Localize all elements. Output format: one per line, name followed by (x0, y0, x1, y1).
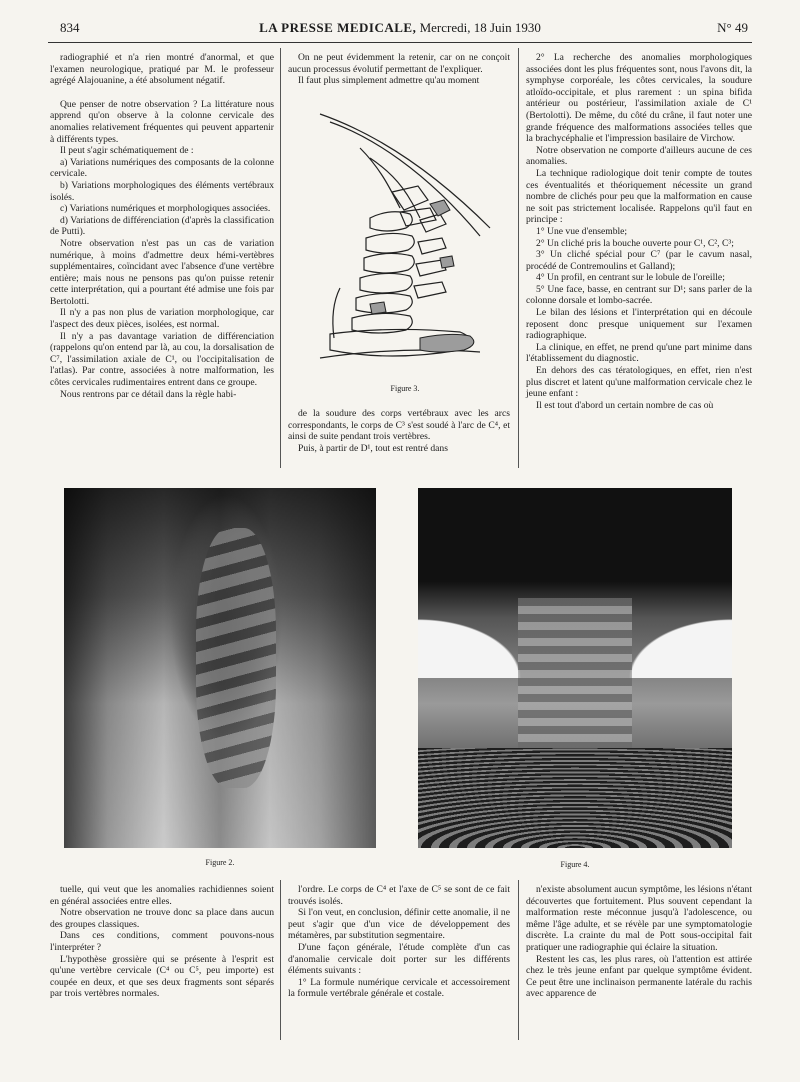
paragraph: 1° La formule numérique cervicale et accessoirement la formule vertébrale générale et costale. (288, 976, 510, 1000)
spine-drawing (300, 108, 510, 378)
paragraph: radiographié et n'a rien montré d'anormal, et que l'examen neurologique, pratiqué par M. le professeur agrégé Alajouanine, a été absolument négatif. (50, 52, 274, 87)
journal-name: LA PRESSE MEDICALE, (259, 20, 417, 35)
figure-3 (300, 108, 510, 393)
paragraph: L'hypothèse grossière qui se présente à l'esprit est qu'une vertèbre cervicale (C⁴ ou C⁵, peu importe) est coupée en deux, et que ses deux fragments sont séparés par trois vertèbres normales. (50, 953, 274, 1000)
paragraph: Le bilan des lésions et l'interprétation qui en découle reposent donc presque uniquement sur l'examen radiographique. (526, 307, 752, 342)
column-1-top (50, 52, 274, 400)
paragraph: Restent les cas, les plus rares, où l'attention est attirée chez le très jeune enfant par quelque symptôme évident. Ce peut être une inclinaison permanente latérale du rachis avec apparence de (526, 953, 752, 1000)
paragraph: tuelle, qui veut que les anomalies rachidiennes soient en général associées entre elles. (50, 884, 274, 907)
issue-number: N° 49 (717, 20, 748, 35)
column-2-after-figure (288, 408, 510, 454)
paragraph: Il faut plus simplement admettre qu'au moment (298, 75, 480, 87)
paragraph: D'une façon générale, l'étude complète d'un cas d'anomalie cervicale doit porter sur les différents éléments suivants : (288, 941, 510, 977)
column-3-bottom (526, 884, 752, 1000)
paragraph: a) Variations numériques des composants de la colonne cervicale. (50, 156, 274, 180)
column-divider (518, 880, 519, 1040)
vertebral-column (196, 528, 276, 788)
shaded-fragment (440, 256, 454, 268)
paragraph: Il n'y a pas davantage variation de différenciation (rappelons qu'on entend par là, au cou, la dorsalisation de C⁷, l'assimilation axiale de C¹, ou l'occipitalisation de l'atlas). Par contre, associées à notre malformation, les côtes cervicales rudimentaires entrent dans ce groupe. (50, 330, 274, 389)
paragraph: 1° Une vue d'ensemble; (536, 225, 628, 237)
paragraph: Il n'y a pas non plus de variation morphologique, car l'aspect des deux pièces, isolées, est normal. (50, 307, 274, 331)
column-divider (518, 48, 519, 468)
shaded-fragment (420, 334, 474, 352)
figure-4-radiograph (418, 488, 732, 848)
paragraph: d) Variations de différenciation (d'après la classification de Putti). (50, 214, 274, 238)
column-2-bottom (288, 884, 510, 1000)
issue-date: Mercredi, 18 Juin 1930 (419, 20, 541, 35)
rib-cage (418, 748, 732, 848)
shaded-fragment (370, 302, 386, 314)
paragraph: Notre observation n'est pas un cas de variation numérique, à moins d'admettre deux hémi-vertèbres supplémentaires, coïncidant avec l'absence d'une vertèbre entière; mais nous ne pensons pas qu'on puisse retenir cette interprétation, qui a pourtant été admise une fois par Bertolotti. (50, 237, 274, 307)
paragraph: Puis, à partir de D¹, tout est rentré dans (298, 442, 448, 454)
paragraph: On ne peut évidemment la retenir, car on ne conçoit aucun processus évolutif permettant de l'expliquer. (288, 52, 510, 75)
paragraph: Nous rentrons par ce détail dans la règle habi- (60, 388, 237, 400)
paragraph: 4° Un profil, en centrant sur le lobule de l'oreille; (536, 272, 725, 284)
running-header (48, 18, 752, 40)
paragraph: En dehors des cas tératologiques, en effet, rien n'est plus discret et latent qu'une malformation cervicale chez le jeune enfant : (526, 365, 752, 400)
paragraph: de la soudure des corps vertébraux avec les arcs correspondants, le corps de C³ s'est soudé à l'arc de C⁴, et ainsi de suite pendant trois vertèbres. (288, 408, 510, 443)
paragraph: 3° Un cliché spécial pour C⁷ (par le cavum nasal, procédé de Contremoulins et Galland); (526, 249, 752, 272)
column-divider (280, 48, 281, 468)
paragraph: Notre observation ne comporte d'ailleurs aucune de ces anomalies. (526, 144, 752, 168)
column-2-top (288, 52, 510, 87)
header-rule (48, 42, 752, 43)
paragraph: 2° La recherche des anomalies morphologiques associées dont les plus fréquentes sont, nous l'avons dit, la symphyse corporéale, les côtes cervicales, la soudure atloïdo-occipitale, et plus rarement : un spina bifida antérieur ou postérieur, l'assimilation axiale de C¹ (Bertolotti). De même, du côté du crâne, il faut noter une grande fréquence des malformations associées telles que la brachycéphalie et l'impression basilaire de Virchow. (526, 52, 752, 145)
figure-4-caption: Figure 4. (560, 860, 590, 869)
figure-2-radiograph (64, 488, 376, 848)
paragraph: La clinique, en effet, ne prend qu'une part minime dans l'établissement du diagnostic. (526, 341, 752, 365)
paragraph: 5° Une face, basse, en centrant sur D¹; sans parler de la colonne dorsale et lombo-sacrée. (526, 283, 752, 307)
paragraph: l'ordre. Le corps de C⁴ et l'axe de C⁵ se sont de ce fait trouvés isolés. (288, 884, 510, 907)
figure-2-caption: Figure 2. (205, 858, 235, 867)
skull-base-line (330, 122, 480, 236)
paragraph: c) Variations numériques et morphologiques associées. (60, 203, 271, 215)
paragraph: La technique radiologique doit tenir compte de toutes ces éventualités et théoriquement nécessite un grand nombre de clichés pour peu que la malformation en cause ne soit pas strictement localisée. Rappelons qu'il faut en principe : (526, 167, 752, 226)
paragraph: b) Variations morphologiques des éléments vertébraux isolés. (50, 179, 274, 203)
paragraph: 2° Un cliché pris la bouche ouverte pour C¹, C², C³; (536, 237, 734, 249)
column-1-bottom (50, 884, 274, 1000)
journal-title (48, 20, 752, 36)
page-number: 834 (60, 20, 80, 35)
paragraph: Que penser de notre observation ? La littérature nous apprend qu'on observe à la colonne cervicale des anomalies relativement fréquentes qui peuvent appartenir à différents types. (50, 98, 274, 145)
paragraph: Dans ces conditions, comment pouvons-nous l'interpréter ? (50, 930, 274, 953)
paragraph: Notre observation ne trouve donc sa place dans aucun des groupes classiques. (50, 907, 274, 930)
column-3-top (526, 52, 752, 411)
paragraph: Il peut s'agir schématiquement de : (60, 145, 194, 157)
figure-3-caption: Figure 3. (390, 384, 420, 393)
paragraph: Si l'on veut, en conclusion, définir cette anomalie, il ne peut s'agir que d'un vice de développement des métamères, par substitution segmentaire. (288, 907, 510, 942)
column-divider (280, 880, 281, 1040)
paragraph: Il est tout d'abord un certain nombre de cas où (536, 399, 714, 411)
paragraph: n'existe absolument aucun symptôme, les lésions n'étant découvertes que fortuitement. Plus souvent cependant la malformation reste méconnue jusqu'à l'adolescence, ou même l'âge adulte, et se révèle par une symptomatologie discrète. La crainte du mal de Pott sous-occipital fait pratiquer une radiographie qui éclaire la situation. (526, 884, 752, 953)
